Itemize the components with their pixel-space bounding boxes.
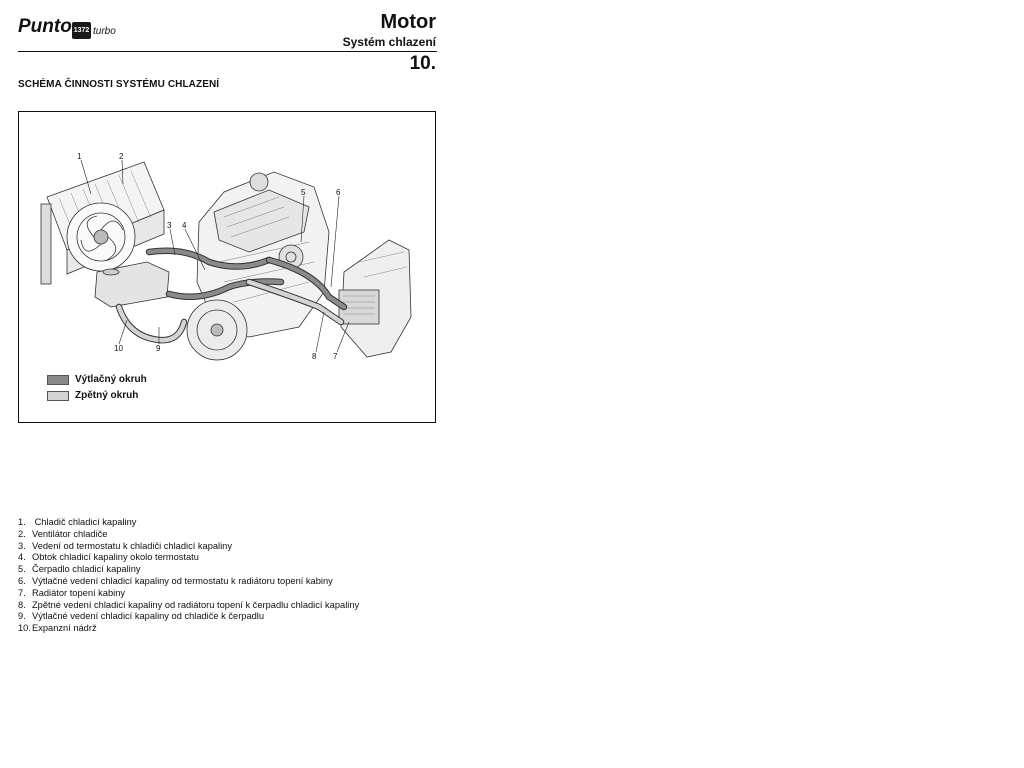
legend-swatch-return — [47, 391, 69, 401]
page-number: 10. — [409, 53, 436, 74]
callout-8: 8 — [312, 352, 317, 361]
list-item: 6. Výtlačné vedení chladicí kapaliny od termostatu k radiátoru topení kabiny — [18, 575, 333, 586]
list-item: 10. Expanzní nádrž — [18, 623, 97, 634]
callout-4: 4 — [182, 221, 187, 230]
section-title: Motor — [380, 11, 436, 33]
list-item: 8. Zpětné vedení chladicí kapaliny od radiátoru topení k čerpadlu chladicí kapaliny — [18, 599, 360, 610]
list-item: 9. Výtlačné vedení chladicí kapaliny od chladiče k čerpadlu — [18, 611, 265, 622]
callout-5: 5 — [301, 188, 306, 197]
engine-badge: 1372 — [72, 22, 91, 39]
callout-7: 7 — [333, 352, 338, 361]
legend-label-delivery: Výtlačný okruh — [75, 374, 147, 385]
list-item: 1. Chladič chladicí kapaliny — [18, 517, 137, 527]
callout-6: 6 — [336, 188, 341, 197]
list-item: 3. Vedení od termostatu k chladiči chladicí kapaliny — [18, 540, 232, 551]
parts-list — [18, 517, 359, 635]
heater-radiator-drawing — [339, 240, 411, 357]
list-item: 5. Čerpadlo chladicí kapaliny — [18, 564, 141, 575]
legend-return — [47, 390, 138, 401]
brand-name: Punto — [18, 16, 72, 37]
callout-10: 10 — [114, 344, 123, 353]
legend-swatch-delivery — [47, 375, 69, 385]
list-item: 7. Radiátor topení kabiny — [18, 587, 126, 598]
callout-1: 1 — [77, 152, 82, 161]
cooling-diagram-figure — [18, 111, 436, 423]
list-item: 2. Ventilátor chladiče — [18, 528, 108, 539]
callout-9: 9 — [156, 344, 161, 353]
list-item: 4. Obtok chladicí kapaliny okolo termostatu — [18, 552, 199, 563]
subsection-title: Systém chlazení — [342, 35, 436, 49]
legend-label-return: Zpětný okruh — [75, 390, 139, 401]
diagram-heading: SCHÉMA ČINNOSTI SYSTÉMU CHLAZENÍ — [18, 79, 220, 90]
callout-2: 2 — [119, 152, 124, 161]
legend-delivery — [47, 374, 147, 385]
variant-label: turbo — [93, 26, 116, 37]
callout-3: 3 — [167, 221, 172, 230]
header-divider — [18, 51, 437, 52]
fan-drawing — [67, 203, 135, 271]
